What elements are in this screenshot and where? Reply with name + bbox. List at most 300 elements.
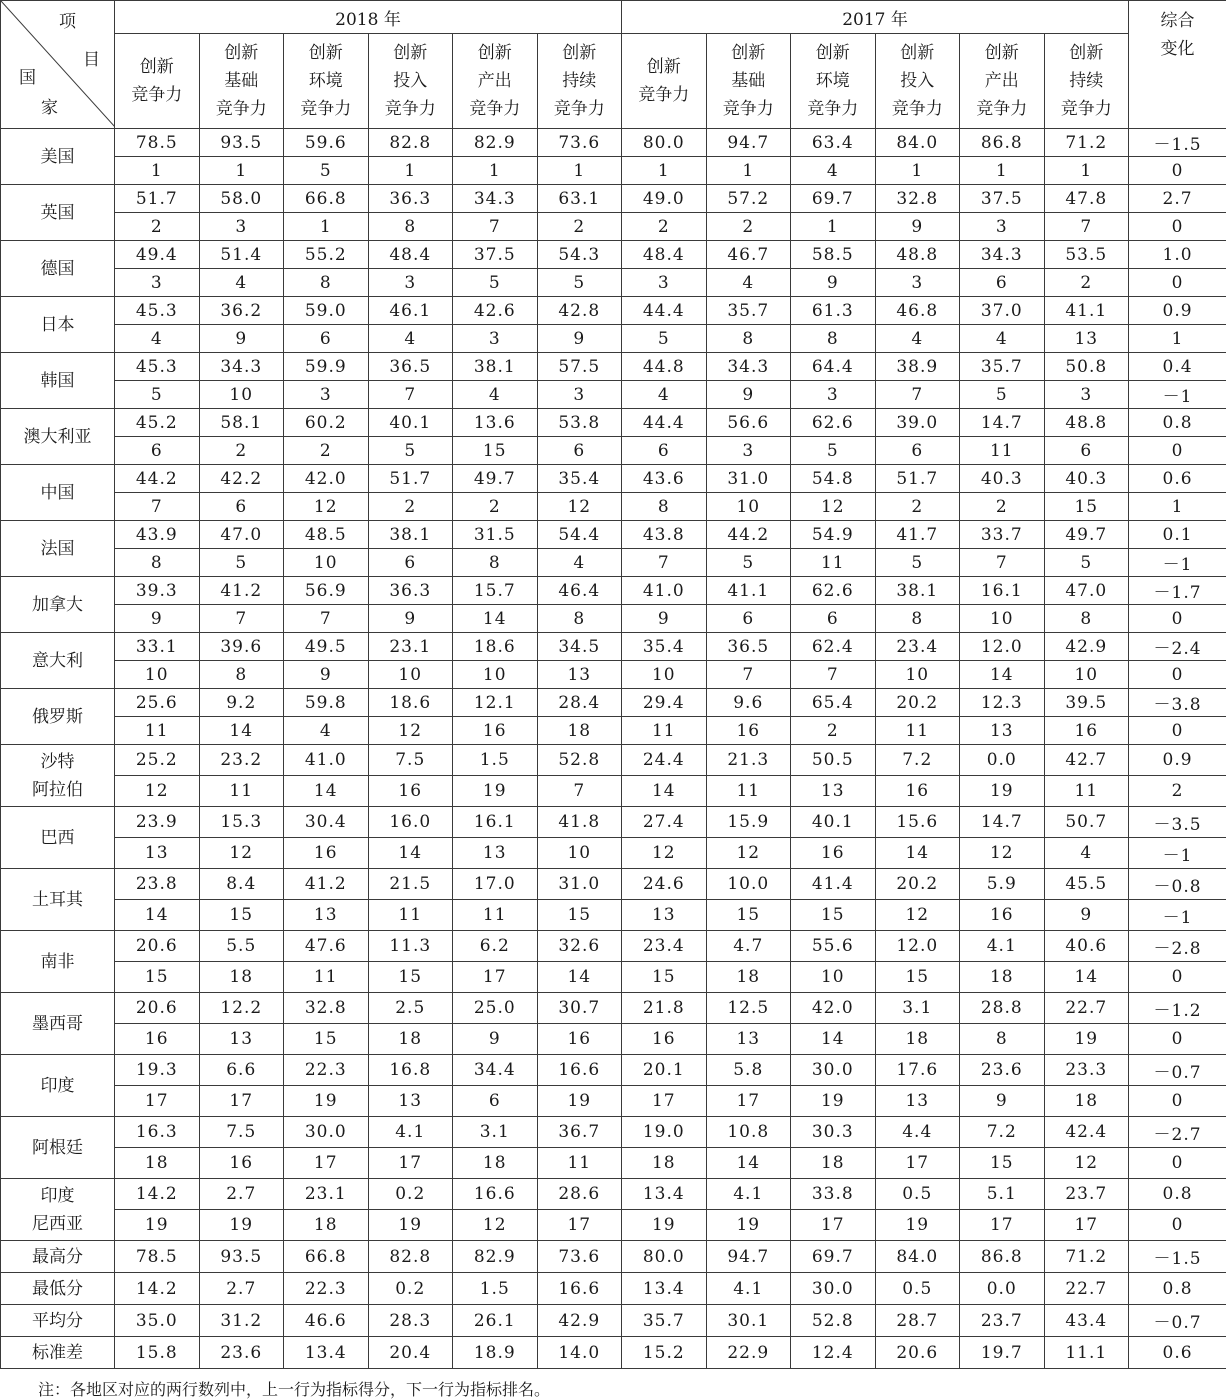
summary-cell: －0.7 — [1129, 1305, 1226, 1337]
score-cell: 46.1 — [368, 297, 453, 325]
rank-cell: 11 — [115, 717, 200, 745]
score-cell: 27.4 — [622, 807, 707, 838]
summary-cell: 86.8 — [960, 1241, 1045, 1273]
summary-cell: 30.1 — [706, 1305, 791, 1337]
sub-column-header-line: 环境 — [308, 71, 343, 91]
summary-cell: 80.0 — [622, 1241, 707, 1273]
corner-header — [1, 1, 115, 129]
score-cell: 40.1 — [368, 409, 453, 437]
sub-column-header — [199, 34, 284, 129]
score-cell: 31.5 — [453, 521, 538, 549]
score-cell: 54.9 — [791, 521, 876, 549]
rank-cell: 18 — [368, 1024, 453, 1055]
score-cell: 42.6 — [453, 297, 538, 325]
score-cell: 0.8 — [1129, 1179, 1226, 1210]
rank-cell: 10 — [368, 661, 453, 689]
rank-cell: 16 — [537, 1024, 622, 1055]
rank-cell: 2 — [791, 717, 876, 745]
rank-cell: 11 — [960, 437, 1045, 465]
rank-cell: 15 — [284, 1024, 369, 1055]
score-cell: 32.6 — [537, 931, 622, 962]
table-row-rank — [1, 717, 1226, 745]
sub-column-header-line: 产出 — [984, 71, 1019, 91]
score-cell: 0.6 — [1129, 465, 1226, 493]
sub-column-header — [622, 34, 707, 129]
rank-cell: 7 — [115, 493, 200, 521]
rank-cell: 10 — [706, 493, 791, 521]
score-cell: 44.4 — [622, 297, 707, 325]
rank-cell: 7 — [960, 549, 1045, 577]
score-cell: 10.0 — [706, 869, 791, 900]
rank-cell: 2 — [875, 493, 960, 521]
rank-cell: 9 — [875, 213, 960, 241]
rank-cell: 2 — [706, 213, 791, 241]
table-row-score — [1, 869, 1226, 900]
score-cell: 2.7 — [199, 1179, 284, 1210]
country-name-line: 德国 — [40, 258, 75, 279]
rank-cell: 17 — [537, 1210, 622, 1241]
summary-cell: 71.2 — [1044, 1241, 1129, 1273]
rank-cell: 8 — [115, 549, 200, 577]
score-cell: 86.8 — [960, 129, 1045, 157]
summary-label: 标准差 — [1, 1337, 115, 1369]
score-cell: 42.8 — [537, 297, 622, 325]
rank-cell: 4 — [537, 549, 622, 577]
rank-cell: 14 — [875, 838, 960, 869]
sub-column-header-line: 创新 — [224, 43, 259, 63]
rank-cell: 2 — [453, 493, 538, 521]
score-cell: 40.6 — [1044, 931, 1129, 962]
score-cell: 49.5 — [284, 633, 369, 661]
rank-cell: 8 — [622, 493, 707, 521]
rank-cell: 12 — [115, 776, 200, 807]
score-cell: 66.8 — [284, 185, 369, 213]
rank-cell: －1 — [1129, 838, 1226, 869]
rank-cell: 14 — [706, 1148, 791, 1179]
score-cell: 57.5 — [537, 353, 622, 381]
score-cell: 31.0 — [537, 869, 622, 900]
score-cell: 58.1 — [199, 409, 284, 437]
summary-cell: 2.7 — [199, 1273, 284, 1305]
country-name — [1, 129, 115, 185]
score-cell: 30.7 — [537, 993, 622, 1024]
rank-cell: 17 — [706, 1086, 791, 1117]
rank-cell: 14 — [115, 900, 200, 931]
score-cell: 3.1 — [453, 1117, 538, 1148]
summary-cell: 15.2 — [622, 1337, 707, 1369]
score-cell: 41.0 — [622, 577, 707, 605]
rank-cell: 19 — [960, 776, 1045, 807]
score-cell: 25.6 — [115, 689, 200, 717]
country-name-line: 阿根廷 — [32, 1137, 83, 1158]
rank-cell: 7 — [875, 381, 960, 409]
rank-cell: 6 — [453, 1086, 538, 1117]
rank-cell: －1 — [1129, 900, 1226, 931]
country-name — [1, 689, 115, 745]
rank-cell: 11 — [875, 717, 960, 745]
score-cell: 34.5 — [537, 633, 622, 661]
sub-column-header-line: 创新 — [900, 43, 935, 63]
table-row-rank — [1, 605, 1226, 633]
sub-column-header — [453, 34, 538, 129]
score-cell: 30.4 — [284, 807, 369, 838]
rank-cell: 11 — [1044, 776, 1129, 807]
country-name-line: 英国 — [40, 202, 75, 223]
rank-cell: 0 — [1129, 1024, 1226, 1055]
score-cell: 1.5 — [453, 745, 538, 776]
country-name — [1, 409, 115, 465]
score-cell: 20.2 — [875, 869, 960, 900]
rank-cell: 9 — [368, 605, 453, 633]
country-name — [1, 931, 115, 993]
rank-cell: 18 — [622, 1148, 707, 1179]
score-cell: 43.9 — [115, 521, 200, 549]
sub-column-header — [368, 34, 453, 129]
table-row-rank — [1, 838, 1226, 869]
score-cell: 15.9 — [706, 807, 791, 838]
rank-cell: 14 — [622, 776, 707, 807]
sub-column-header-line: 竞争力 — [215, 99, 267, 119]
score-cell: 33.1 — [115, 633, 200, 661]
score-cell: 51.7 — [875, 465, 960, 493]
score-cell: 63.1 — [537, 185, 622, 213]
table-row-score — [1, 353, 1226, 381]
table-row-rank — [1, 325, 1226, 353]
score-cell: 18.6 — [453, 633, 538, 661]
sub-column-header-line: 创新 — [477, 43, 512, 63]
score-cell: －2.4 — [1129, 633, 1226, 661]
table-row-score — [1, 297, 1226, 325]
rank-cell: 5 — [875, 549, 960, 577]
score-cell: 20.6 — [115, 931, 200, 962]
score-cell: 12.0 — [875, 931, 960, 962]
score-cell: 56.9 — [284, 577, 369, 605]
summary-cell: 18.9 — [453, 1337, 538, 1369]
score-cell: 42.7 — [1044, 745, 1129, 776]
summary-cell: 19.7 — [960, 1337, 1045, 1369]
rank-cell: 12 — [199, 838, 284, 869]
score-cell: 23.7 — [1044, 1179, 1129, 1210]
rank-cell: 11 — [706, 776, 791, 807]
score-cell: 47.8 — [1044, 185, 1129, 213]
summary-cell: 84.0 — [875, 1241, 960, 1273]
rank-cell: 12 — [1044, 1148, 1129, 1179]
score-cell: 51.4 — [199, 241, 284, 269]
table-row-score — [1, 1055, 1226, 1086]
summary-cell: 0.5 — [875, 1273, 960, 1305]
table-row-rank — [1, 269, 1226, 297]
score-cell: 4.1 — [706, 1179, 791, 1210]
rank-cell: 12 — [960, 838, 1045, 869]
sub-column-header — [706, 34, 791, 129]
rank-cell: 7 — [537, 776, 622, 807]
summary-cell: 0.6 — [1129, 1337, 1226, 1369]
rank-cell: 8 — [199, 661, 284, 689]
rank-cell: 3 — [706, 437, 791, 465]
rank-cell: 3 — [284, 381, 369, 409]
score-cell: 32.8 — [284, 993, 369, 1024]
score-cell: 23.2 — [199, 745, 284, 776]
table-row-rank — [1, 549, 1226, 577]
table-row-score — [1, 577, 1226, 605]
score-cell: 57.2 — [706, 185, 791, 213]
sub-column-header — [284, 34, 369, 129]
rank-cell: 17 — [199, 1086, 284, 1117]
summary-cell: －1.5 — [1129, 1241, 1226, 1273]
score-cell: 15.3 — [199, 807, 284, 838]
score-cell: 14.7 — [960, 409, 1045, 437]
rank-cell: 15 — [960, 1148, 1045, 1179]
score-cell: 40.3 — [960, 465, 1045, 493]
score-cell: 46.7 — [706, 241, 791, 269]
score-cell: 33.7 — [960, 521, 1045, 549]
rank-cell: 7 — [453, 213, 538, 241]
rank-cell: 3 — [791, 381, 876, 409]
rank-cell: 14 — [537, 962, 622, 993]
score-cell: 32.8 — [875, 185, 960, 213]
score-cell: 25.2 — [115, 745, 200, 776]
rank-cell: 8 — [706, 325, 791, 353]
score-cell: 52.8 — [537, 745, 622, 776]
rank-cell: 8 — [284, 269, 369, 297]
summary-cell: 11.1 — [1044, 1337, 1129, 1369]
rank-cell: 9 — [284, 661, 369, 689]
rank-cell: 18 — [875, 1024, 960, 1055]
rank-cell: 17 — [1044, 1210, 1129, 1241]
rank-cell: 2 — [199, 437, 284, 465]
summary-cell: 22.9 — [706, 1337, 791, 1369]
rank-cell: 12 — [453, 1210, 538, 1241]
rank-cell: 3 — [622, 269, 707, 297]
rank-cell: 1 — [1129, 493, 1226, 521]
rank-cell: 5 — [284, 157, 369, 185]
score-cell: 51.7 — [115, 185, 200, 213]
score-cell: 73.6 — [537, 129, 622, 157]
score-cell: 35.4 — [622, 633, 707, 661]
score-cell: 50.7 — [1044, 807, 1129, 838]
table-row-rank — [1, 900, 1226, 931]
score-cell: 35.4 — [537, 465, 622, 493]
rank-cell: 17 — [284, 1148, 369, 1179]
rank-cell: 0 — [1129, 661, 1226, 689]
score-cell: 24.4 — [622, 745, 707, 776]
rank-cell: 5 — [453, 269, 538, 297]
table-row-score — [1, 241, 1226, 269]
rank-cell: 13 — [791, 776, 876, 807]
country-name — [1, 869, 115, 931]
score-cell: 42.0 — [791, 993, 876, 1024]
score-cell: 36.7 — [537, 1117, 622, 1148]
score-cell: 54.4 — [537, 521, 622, 549]
score-cell: 58.5 — [791, 241, 876, 269]
rank-cell: 1 — [453, 157, 538, 185]
sub-column-header-line: 竞争力 — [722, 99, 774, 119]
summary-row — [1, 1305, 1226, 1337]
rank-cell: 5 — [622, 325, 707, 353]
rank-cell: 9 — [1044, 900, 1129, 931]
table-row-rank — [1, 1086, 1226, 1117]
sub-column-header-line: 创新 — [984, 43, 1019, 63]
rank-cell: 2 — [622, 213, 707, 241]
rank-cell: 11 — [622, 717, 707, 745]
rank-cell: 14 — [368, 838, 453, 869]
score-cell: 22.7 — [1044, 993, 1129, 1024]
summary-cell: 20.4 — [368, 1337, 453, 1369]
country-name-line: 美国 — [40, 146, 75, 167]
score-cell: 36.5 — [368, 353, 453, 381]
score-cell: 33.8 — [791, 1179, 876, 1210]
rank-cell: 6 — [791, 605, 876, 633]
table-row-score — [1, 129, 1226, 157]
sub-column-header-line: 产出 — [477, 71, 512, 91]
sub-column-header-line: 竞争力 — [300, 99, 352, 119]
score-cell: 30.0 — [284, 1117, 369, 1148]
rank-cell: 8 — [537, 605, 622, 633]
summary-cell: 42.9 — [537, 1305, 622, 1337]
country-name — [1, 1179, 115, 1241]
sub-column-header-line: 持续 — [1069, 71, 1104, 91]
rank-cell: 7 — [368, 381, 453, 409]
score-cell: 17.0 — [453, 869, 538, 900]
sub-column-header-line: 竞争力 — [638, 85, 690, 105]
rank-cell: 0 — [1129, 213, 1226, 241]
sub-column-header-line: 投入 — [900, 71, 935, 91]
country-name-line: 尼西亚 — [32, 1213, 83, 1234]
score-cell: 59.8 — [284, 689, 369, 717]
score-cell: 37.5 — [960, 185, 1045, 213]
score-cell: 13.6 — [453, 409, 538, 437]
sub-column-header-line: 竞争力 — [891, 99, 943, 119]
summary-cell: 15.8 — [115, 1337, 200, 1369]
score-cell: 93.5 — [199, 129, 284, 157]
score-cell: 31.0 — [706, 465, 791, 493]
rank-cell: 13 — [199, 1024, 284, 1055]
rank-cell: 2 — [537, 213, 622, 241]
score-cell: 12.0 — [960, 633, 1045, 661]
score-cell: 7.2 — [960, 1117, 1045, 1148]
score-cell: 44.2 — [706, 521, 791, 549]
rank-cell: 9 — [537, 325, 622, 353]
sub-column-header-line: 竞争力 — [976, 99, 1028, 119]
sub-column-header-line: 竞争力 — [384, 99, 436, 119]
score-cell: 40.1 — [791, 807, 876, 838]
table-row-rank — [1, 962, 1226, 993]
rank-cell: 15 — [453, 437, 538, 465]
rank-cell: 1 — [875, 157, 960, 185]
score-cell: 16.8 — [368, 1055, 453, 1086]
rank-cell: 14 — [960, 661, 1045, 689]
score-cell: 46.4 — [537, 577, 622, 605]
score-cell: －3.5 — [1129, 807, 1226, 838]
rank-cell: 10 — [199, 381, 284, 409]
change-header-line: 综合 — [1160, 11, 1195, 31]
score-cell: 2.5 — [368, 993, 453, 1024]
summary-cell: 82.9 — [453, 1241, 538, 1273]
score-cell: 37.5 — [453, 241, 538, 269]
sub-column-header-line: 创新 — [562, 43, 597, 63]
rank-cell: 19 — [875, 1210, 960, 1241]
score-cell: －0.7 — [1129, 1055, 1226, 1086]
table-row-score — [1, 185, 1226, 213]
rank-cell: 15 — [875, 962, 960, 993]
table-row-score — [1, 465, 1226, 493]
score-cell: 45.3 — [115, 297, 200, 325]
country-name-line: 中国 — [40, 482, 75, 503]
rank-cell: 1 — [622, 157, 707, 185]
rank-cell: 19 — [622, 1210, 707, 1241]
score-cell: 59.6 — [284, 129, 369, 157]
summary-cell: 1.5 — [453, 1273, 538, 1305]
rank-cell: 13 — [537, 661, 622, 689]
rank-cell: 15 — [706, 900, 791, 931]
score-cell: 12.2 — [199, 993, 284, 1024]
summary-cell: 14.2 — [115, 1273, 200, 1305]
table-row-score — [1, 745, 1226, 776]
rank-cell: 18 — [791, 1148, 876, 1179]
rank-cell: 8 — [368, 213, 453, 241]
table-row-rank — [1, 381, 1226, 409]
score-cell: 50.5 — [791, 745, 876, 776]
score-cell: 42.4 — [1044, 1117, 1129, 1148]
score-cell: 48.5 — [284, 521, 369, 549]
score-cell: 0.8 — [1129, 409, 1226, 437]
score-cell: －2.8 — [1129, 931, 1226, 962]
summary-cell: 26.1 — [453, 1305, 538, 1337]
rank-cell: 0 — [1129, 437, 1226, 465]
rank-cell: 2 — [960, 493, 1045, 521]
summary-cell: 43.4 — [1044, 1305, 1129, 1337]
summary-cell: 28.3 — [368, 1305, 453, 1337]
score-cell: 0.4 — [1129, 353, 1226, 381]
rank-cell: 16 — [960, 900, 1045, 931]
rank-cell: 6 — [622, 437, 707, 465]
country-name-line: 沙特 — [40, 751, 75, 772]
score-cell: 48.8 — [875, 241, 960, 269]
score-cell: 38.1 — [875, 577, 960, 605]
rank-cell: 18 — [706, 962, 791, 993]
score-cell: 23.1 — [368, 633, 453, 661]
sub-column-header — [537, 34, 622, 129]
table-body — [1, 129, 1226, 1369]
rank-cell: 11 — [453, 900, 538, 931]
rank-cell: 4 — [960, 325, 1045, 353]
score-cell: 44.4 — [622, 409, 707, 437]
rank-cell: 13 — [1044, 325, 1129, 353]
score-cell: 36.5 — [706, 633, 791, 661]
score-cell: 23.6 — [960, 1055, 1045, 1086]
score-cell: －0.8 — [1129, 869, 1226, 900]
table-row-score — [1, 1179, 1226, 1210]
rank-cell: －1 — [1129, 381, 1226, 409]
summary-cell: 16.6 — [537, 1273, 622, 1305]
sub-column-header-line: 竞争力 — [807, 99, 859, 119]
score-cell: 13.4 — [622, 1179, 707, 1210]
rank-cell: 15 — [791, 900, 876, 931]
score-cell: －1.7 — [1129, 577, 1226, 605]
score-cell: 16.1 — [453, 807, 538, 838]
score-cell: 60.2 — [284, 409, 369, 437]
rank-cell: 1 — [1129, 325, 1226, 353]
rank-cell: 19 — [453, 776, 538, 807]
country-name-line: 印度 — [40, 1075, 75, 1096]
table-row-rank — [1, 1024, 1226, 1055]
score-cell: 23.4 — [622, 931, 707, 962]
sub-column-header-line: 竞争力 — [469, 99, 521, 119]
country-name-line: 加拿大 — [32, 594, 83, 615]
rank-cell: 13 — [284, 900, 369, 931]
rank-cell: 16 — [791, 838, 876, 869]
score-cell: 9.6 — [706, 689, 791, 717]
